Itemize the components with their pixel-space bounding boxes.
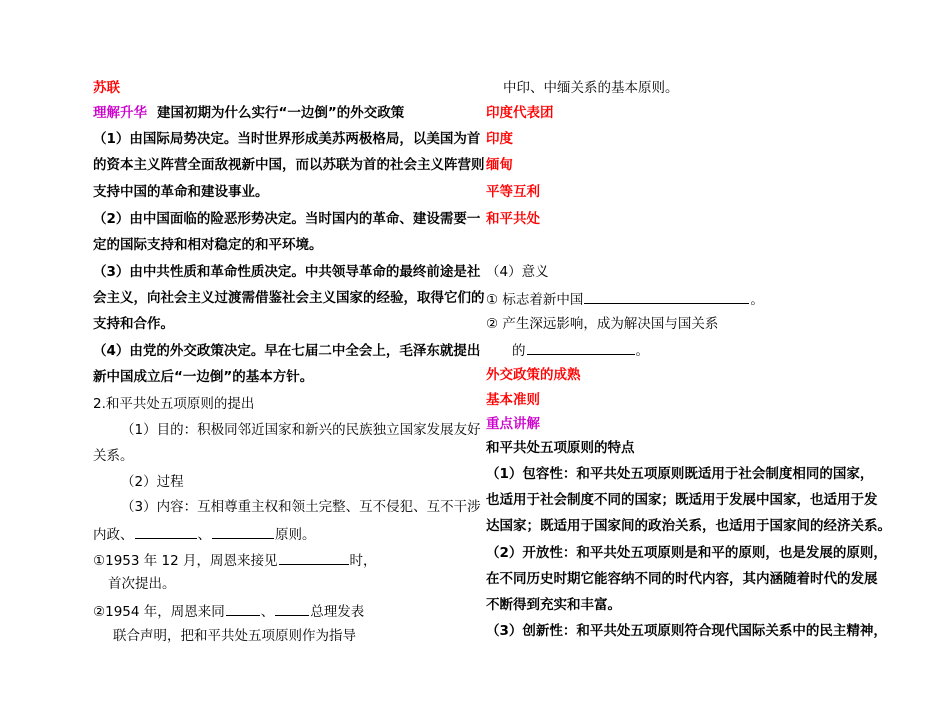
- text-segment: 总理发表: [310, 604, 365, 620]
- section-heading: [93, 104, 404, 122]
- paragraph-line: （1）由国际局势决定。当时世界形成美苏两极格局，以美国为首: [93, 131, 481, 147]
- question-text: 建国初期为什么实行“一边倒”的外交政策: [157, 105, 405, 121]
- fill-line: [93, 550, 377, 570]
- paragraph-line: （3）内容：互相尊重主权和领土完整、互不侵犯、互不干涉: [121, 499, 481, 515]
- paragraph-line: 也适用于社会制度不同的国家；既适用于发展中国家，也适用于发: [486, 492, 878, 508]
- answer-text: 外交政策的成熟: [486, 367, 581, 383]
- answer-blank[interactable]: [275, 601, 309, 616]
- paragraph-line: 不断得到充实和丰富。: [486, 597, 621, 613]
- paragraph-line: （2）开放性：和平共处五项原则是和平的原则，也是发展的原则，: [486, 545, 887, 561]
- tag-label: 理解升华: [93, 105, 147, 121]
- paragraph-line: 支持中国的革命和建设事业。: [93, 184, 269, 200]
- section-title: 和平共处五项原则的特点: [486, 440, 635, 456]
- answer-blank[interactable]: [527, 340, 635, 355]
- text-segment: 。: [750, 292, 764, 308]
- paragraph-line: （1）包容性：和平共处五项原则既适用于社会制度相同的国家，: [486, 466, 874, 482]
- answer-blank[interactable]: [226, 601, 260, 616]
- text-segment: ②1954 年，周恩来同: [93, 604, 225, 620]
- answer-blank[interactable]: [212, 524, 274, 539]
- fill-line: [93, 524, 316, 544]
- paragraph-line: （3）由中共性质和革命性质决定。中共领导革命的最终前途是社: [93, 264, 481, 280]
- answer-text: 印度代表团: [486, 105, 554, 121]
- text-segment: ①1953 年 12 月，周恩来接见: [93, 553, 278, 569]
- paragraph-line: 达国家；既适用于国家间的政治关系，也适用于国家间的经济关系。: [486, 518, 891, 534]
- text-segment: 。: [635, 343, 649, 359]
- paragraph-line: （2）过程: [121, 474, 184, 490]
- paragraph-line: 中印、中缅关系的基本原则。: [503, 80, 679, 96]
- text-segment: 的: [512, 343, 526, 359]
- paragraph-line: 首次提出。: [108, 576, 176, 592]
- paragraph-line: ② 产生深远影响，成为解决国与国关系: [486, 316, 719, 332]
- paragraph-line: 的资本主义阵营全面敌视新中国，而以苏联为首的社会主义阵营则: [93, 157, 485, 173]
- text-segment: 原则。: [275, 527, 316, 543]
- paragraph-line: 在不同历史时期它能容纳不同的时代内容，其内涵随着时代的发展: [486, 571, 878, 587]
- paragraph-line: 定的国际支持和相对稳定的和平环境。: [93, 237, 323, 253]
- paragraph-line: 关系。: [93, 448, 134, 464]
- fill-line: [486, 289, 764, 309]
- answer-blank[interactable]: [584, 289, 749, 304]
- section-title: 2.和平共处五项原则的提出: [93, 396, 255, 412]
- answer-text: 苏联: [93, 80, 120, 96]
- fill-line: [93, 601, 364, 621]
- text-segment: 、: [197, 527, 211, 543]
- paragraph-line: 支持和合作。: [93, 316, 174, 332]
- answer-text: 和平共处: [486, 211, 540, 227]
- answer-text: 缅甸: [486, 157, 513, 173]
- paragraph-line: （4）由党的外交政策决定。早在七届二中全会上，毛泽东就提出: [93, 343, 481, 359]
- paragraph-line: （2）由中国面临的险恶形势决定。当时国内的革命、建设需要一: [93, 211, 481, 227]
- tag-label: 重点讲解: [486, 416, 540, 432]
- text-segment: 时，: [349, 553, 377, 569]
- answer-text: 基本准则: [486, 392, 540, 408]
- answer-blank[interactable]: [135, 524, 197, 539]
- paragraph-line: 新中国成立后“一边倒”的基本方针。: [93, 369, 314, 385]
- paragraph-line: （3）创新性：和平共处五项原则符合现代国际关系中的民主精神，: [486, 623, 887, 639]
- text-segment: 、: [260, 604, 275, 620]
- paragraph-line: 联合声明，把和平共处五项原则作为指导: [113, 628, 356, 644]
- text-segment: ① 标志着新中国: [486, 292, 584, 308]
- fill-line: [512, 340, 649, 360]
- paragraph-line: （4）意义: [486, 264, 549, 280]
- paragraph-line: 会主义，向社会主义过渡需借鉴社会主义国家的经验，取得它们的: [93, 290, 485, 306]
- answer-text: 平等互利: [486, 184, 540, 200]
- answer-text: 印度: [486, 131, 513, 147]
- text-segment: 内政、: [93, 527, 134, 543]
- answer-blank[interactable]: [279, 550, 349, 565]
- paragraph-line: （1）目的：积极同邻近国家和新兴的民族独立国家发展友好: [121, 422, 481, 438]
